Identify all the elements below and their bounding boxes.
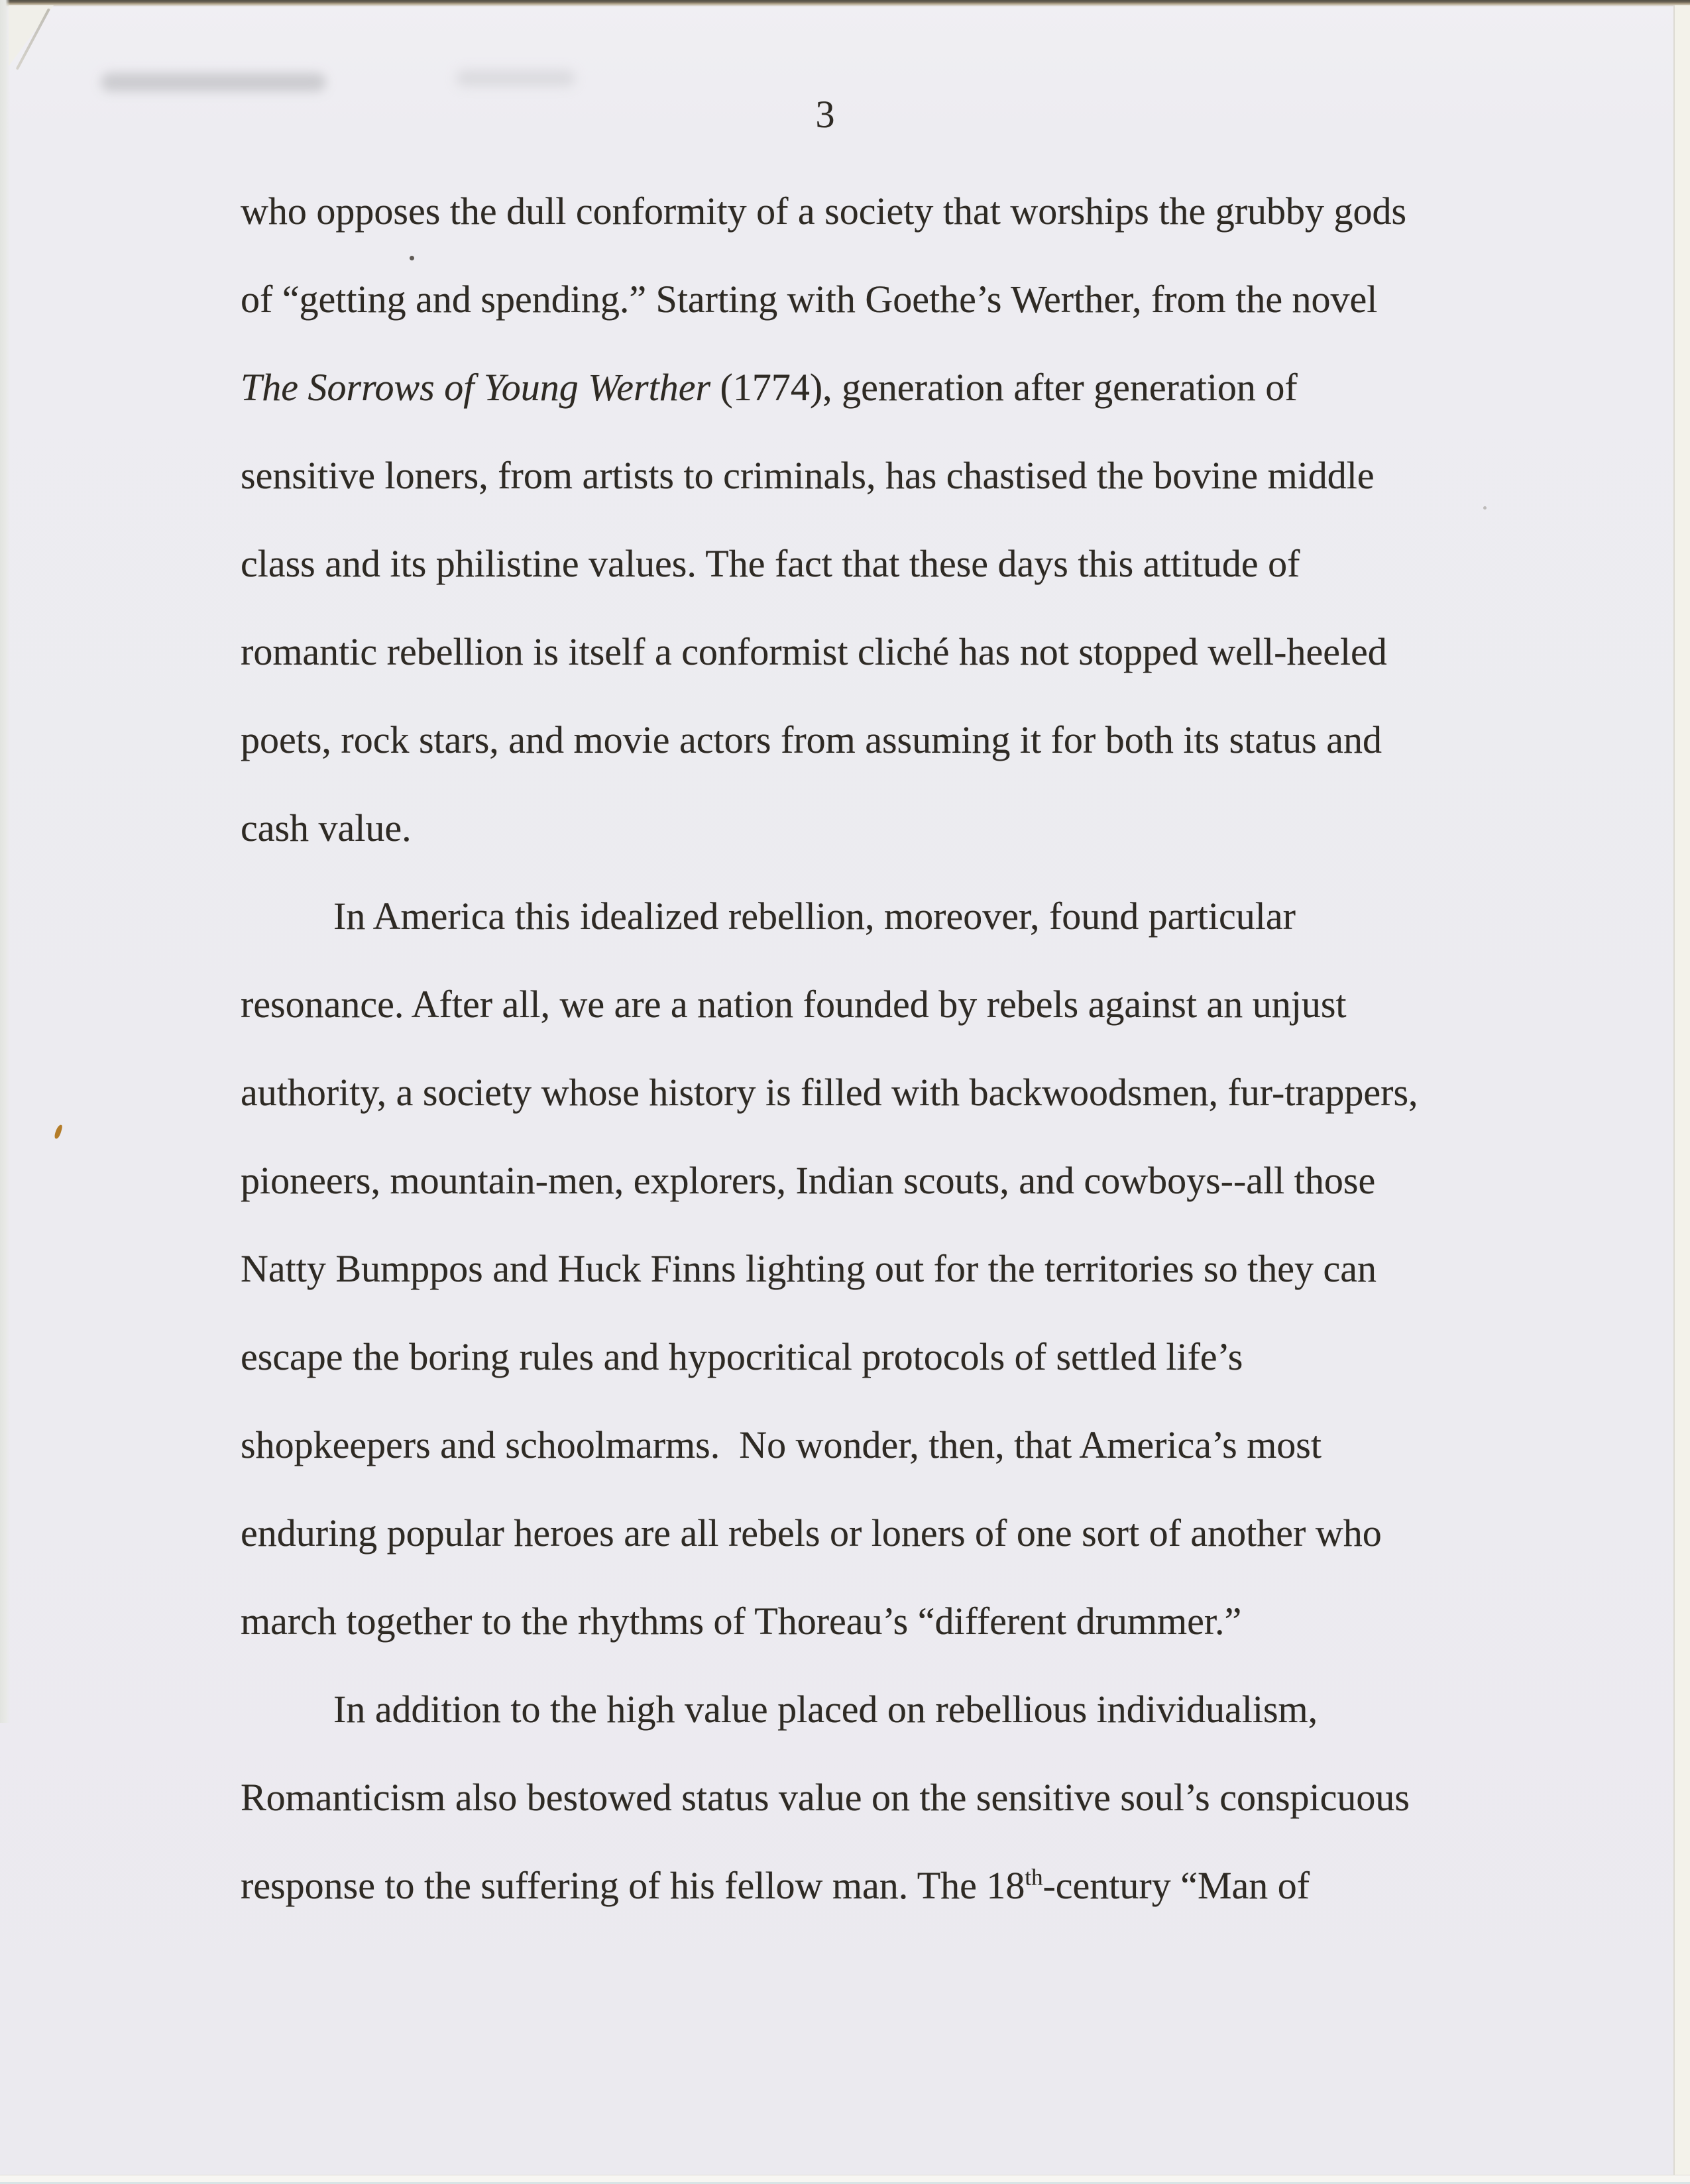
scan-top-edge [0, 0, 1690, 7]
text-line: sensitive loners, from artists to criminals, has chastised the bovine middle [241, 454, 1375, 497]
ordinal-superscript: th [1025, 1864, 1043, 1890]
text-line: cash value. [241, 806, 412, 849]
text-line-rest: (1774), generation after generation of [710, 366, 1298, 409]
text-line: Romanticism also bestowed status value on the sensitive soul’s conspicuous [241, 1776, 1410, 1819]
scan-smudge [456, 70, 575, 86]
text-line: who opposes the dull conformity of a society that worships the grubby gods [241, 190, 1407, 233]
text-line: poets, rock stars, and movie actors from assuming it for both its status and [241, 718, 1382, 761]
paper-left-edge [0, 0, 10, 1723]
text-line: Natty Bumppos and Huck Finns lighting out for the territories so they can [241, 1247, 1377, 1290]
page-number: 3 [815, 93, 835, 136]
text-line: authority, a society whose history is filled with backwoodsmen, fur-trappers, [241, 1071, 1418, 1114]
text-line: resonance. After all, we are a nation founded by rebels against an unjust [241, 983, 1347, 1026]
text-line: of “getting and spending.” Starting with Goethe’s Werther, from the novel [241, 278, 1378, 321]
book-title: The Sorrows of Young Werther [241, 366, 711, 409]
text-line-pre: response to the suffering of his fellow man. The 18 [241, 1864, 1025, 1907]
text-line: shopkeepers and schoolmarms. No wonder, then, that America’s most [241, 1423, 1322, 1466]
text-line: march together to the rhythms of Thoreau’s “different drummer.” [241, 1600, 1242, 1643]
text-line-paragraph-start: In addition to the high value placed on rebellious individualism, [333, 1688, 1318, 1731]
text-line: escape the boring rules and hypocritical protocols of settled life’s [241, 1335, 1243, 1378]
scan-smudge [101, 73, 326, 91]
text-line [241, 1841, 1599, 1930]
text-line [241, 343, 1599, 431]
text-line: pioneers, mountain-men, explorers, Indian scouts, and cowboys--all those [241, 1159, 1376, 1202]
paper-right-edge [1673, 5, 1690, 2184]
paper-fleck [54, 1124, 63, 1139]
text-line-paragraph-start: In America this idealized rebellion, moreover, found particular [333, 895, 1296, 938]
text-line-post: -century “Man of [1042, 1864, 1310, 1907]
text-line: romantic rebellion is itself a conformist cliché has not stopped well-heeled [241, 630, 1387, 673]
text-block [241, 167, 1599, 1930]
text-line: enduring popular heroes are all rebels or loners of one sort of another who [241, 1511, 1382, 1555]
text-line: class and its philistine values. The fact that these days this attitude of [241, 542, 1300, 585]
